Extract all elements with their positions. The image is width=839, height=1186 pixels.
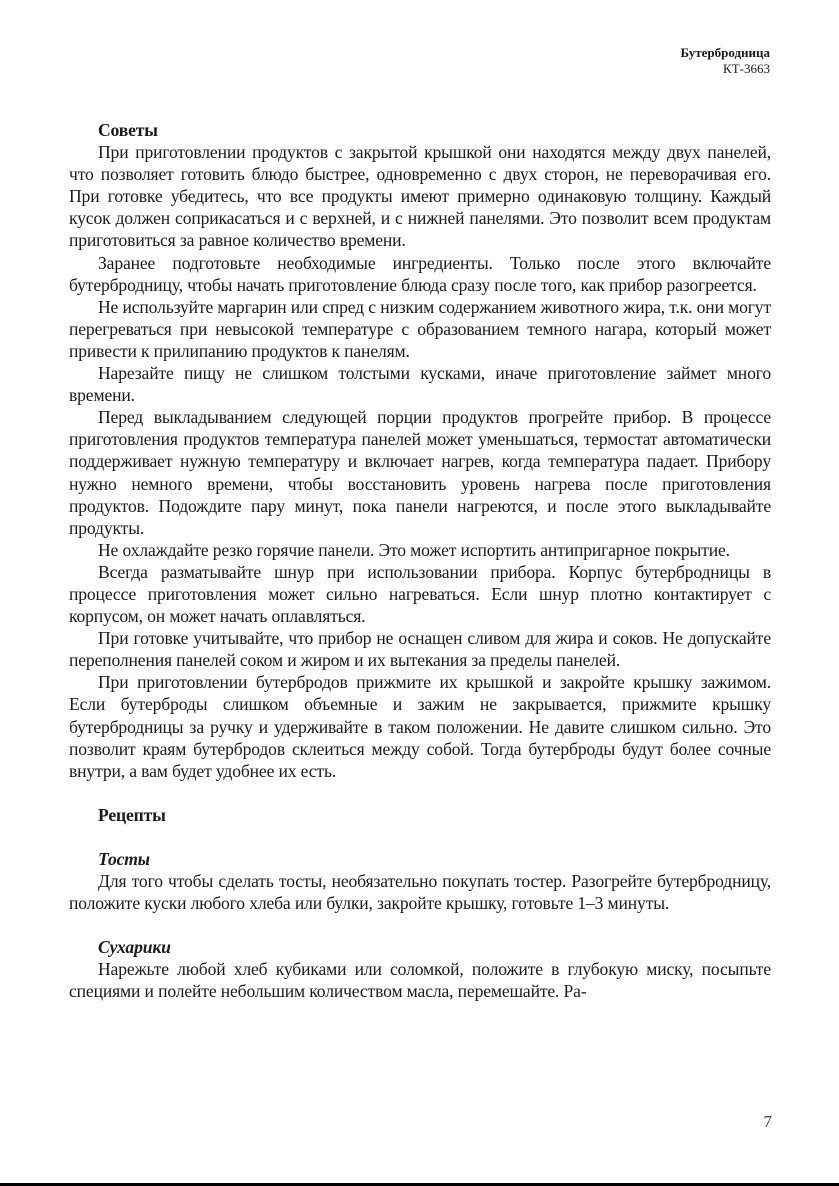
- page-content: [69, 119, 771, 1002]
- recipe-text-croutons: Нарежьте любой хлеб кубиками или соломкой, положите в глубокую миску, посыпьте специями и полейте небольшим количеством масла, перемешайте. Ра-: [69, 959, 771, 1002]
- section-title-tips: Советы: [98, 120, 158, 140]
- product-name: Бутербродница: [680, 45, 770, 60]
- tip-paragraph: Не используйте маргарин или спред с низким содержанием животного жира, т.к. они могут перегреваться при невысокой температуре с образованием темного нагара, который может привести к прилипанию продуктов к панелям.: [69, 296, 771, 361]
- tip-paragraph: Всегда разматывайте шнур при использовании прибора. Корпус бутербродницы в процессе приготовления может сильно нагреваться. Если шнур плотно контактирует с корпусом, он может начать оплавляться.: [69, 561, 771, 627]
- section-title-recipes: Рецепты: [98, 804, 166, 825]
- tip-paragraph: При приготовлении продуктов с закрытой крышкой они находятся между двух панелей, что позволяет готовить блюдо быстрее, одновременно с двух сторон, не переворачивая его. При готовке убедитесь, что все продукты имеют примерно одинаковую толщину. Каждый кусок должен соприкасаться и с верхней, и с нижней панелями. Это позволит всем продуктам приготовиться за равное количество времени.: [69, 142, 771, 251]
- model-number: КТ-3663: [723, 61, 770, 76]
- tip-paragraph: При готовке учитывайте, что прибор не оснащен сливом для жира и соков. Не допускайте переполнения панелей соком и жиром и их вытекания за пределы панелей.: [69, 628, 771, 671]
- tip-paragraph: Перед выкладыванием следующей порции продуктов прогрейте прибор. В процессе приготовления продуктов температура панелей может уменьшаться, термостат автоматически поддерживает нужную температуру и включает нагрев, когда температура падает. Прибору нужно немного времени, чтобы восстановить уровень нагрева после приготовления продуктов. Подождите пару минут, пока панели нагреются, и после этого выкладывайте продукты.: [69, 407, 771, 538]
- page-number: 7: [763, 1112, 772, 1131]
- recipe-title-croutons: Сухарики: [98, 937, 171, 958]
- tip-paragraph: Не охлаждайте резко горячие панели. Это может испортить антипригарное покрытие.: [98, 539, 730, 560]
- tip-paragraph: При приготовлении бутербродов прижмите их крышкой и закройте крышку зажимом. Если бутерброды слишком объемные и зажим не закрывается, прижмите крышку бутербродницы за ручку и удерживайте в таком положении. Не давите слишком сильно. Это позволит краям бутербродов склеиться между собой. Тогда бутерброды будут более сочные внутри, а вам будет удобнее их есть.: [69, 672, 771, 781]
- tip-paragraph: Нарезайте пищу не слишком толстыми кусками, иначе приготовление займет много времени.: [69, 363, 771, 406]
- spacer: [69, 782, 771, 804]
- spacer: [69, 914, 771, 936]
- spacer: [69, 826, 771, 848]
- page-header: [680, 45, 770, 77]
- recipe-text-toasts: Для того чтобы сделать тосты, необязательно покупать тостер. Разогрейте бутербродницу, положите куски любого хлеба или булки, закройте крышку, готовьте 1–3 минуты.: [69, 871, 771, 914]
- tip-paragraph: Заранее подготовьте необходимые ингредиенты. Только после этого включайте бутербродницу, чтобы начать приготовление блюда сразу после того, как прибор разогреется.: [69, 252, 771, 295]
- recipe-title-toasts: Тосты: [98, 848, 150, 869]
